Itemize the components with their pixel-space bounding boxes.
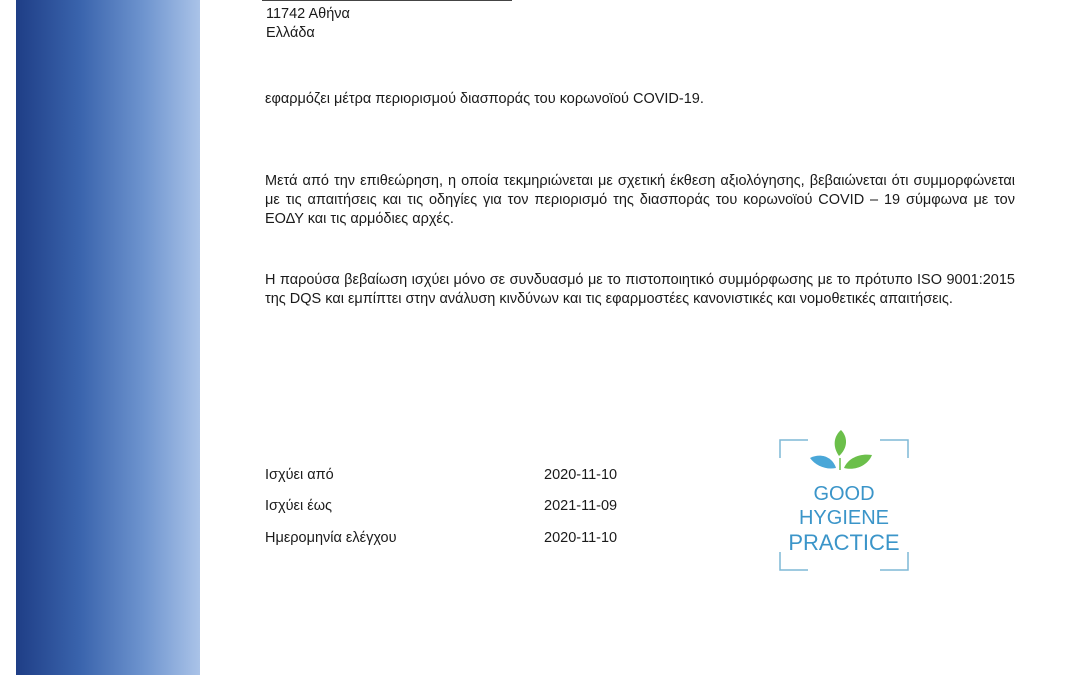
decorative-side-band xyxy=(16,0,200,675)
validity-row-to xyxy=(265,498,645,518)
valid-to-value: 2021-11-09 xyxy=(544,498,618,514)
validity-row-from xyxy=(265,467,645,487)
valid-from-label: Ισχύει από xyxy=(265,467,334,483)
cropped-text-line xyxy=(262,0,512,4)
paragraph-validity-condition: Η παρούσα βεβαίωση ισχύει μόνο σε συνδυασμό με το πιστοποιητικό συμμόρφωσης με το πρότυπο ISO 9001:2015 της DQS και εμπίπτει στην ανάλυση κινδύνων και τις εφαρμοστέες κανονιστικές και νομοθετικές απαιτήσεις. xyxy=(265,272,1015,307)
paragraph-inspection: Μετά από την επιθεώρηση, η οποία τεκμηριώνεται με σχετική έκθεση αξιολόγησης, βεβαιώνεται ότι συμμορφώνεται με τις απαιτήσεις και τις οδηγίες για τον περιορισμό της διασποράς του κορωνοϊού COVID – 19 σύμφωνα με τον ΕΟΔΥ και τις αρμόδιες αρχές. xyxy=(265,173,1015,227)
valid-to-label: Ισχύει έως xyxy=(265,498,333,514)
logo-text-practice: PRACTICE xyxy=(788,530,900,555)
address-postal: 11742 Αθήνα xyxy=(266,6,350,22)
audit-date-value: 2020-11-10 xyxy=(544,530,618,546)
valid-from-value: 2020-11-10 xyxy=(544,467,618,483)
audit-date-label: Ημερομηνία ελέγχου xyxy=(265,530,397,546)
logo-text-hygiene: HYGIENE xyxy=(798,507,890,529)
validity-row-audit xyxy=(265,530,645,550)
address-country: Ελλάδα xyxy=(266,25,315,41)
logo-text-good: GOOD xyxy=(813,483,875,505)
good-hygiene-practice-logo xyxy=(778,428,910,572)
paragraph-measures: εφαρμόζει μέτρα περιορισμού διασποράς του κορωνοϊού COVID-19. xyxy=(265,91,704,107)
leaves-icon xyxy=(810,430,872,470)
